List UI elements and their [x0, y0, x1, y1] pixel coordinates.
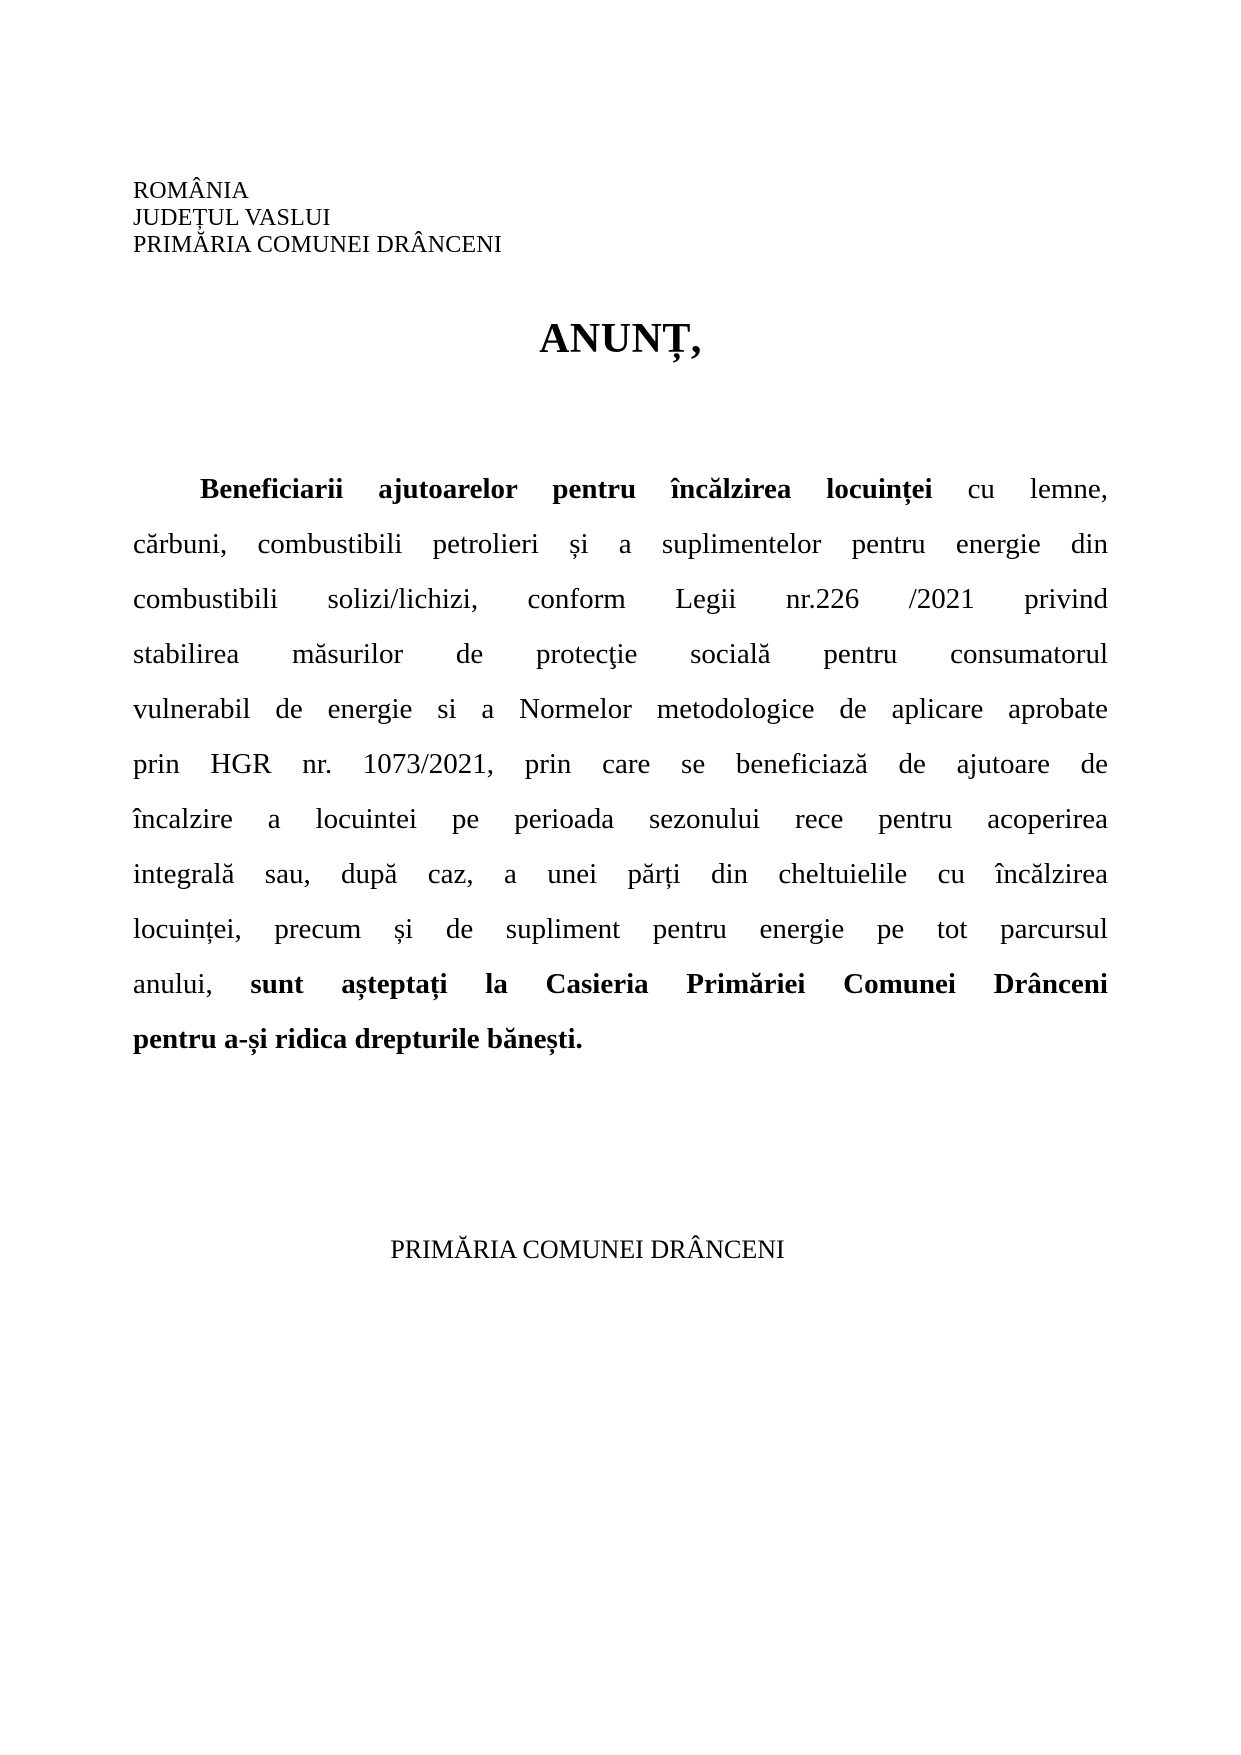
document-title: ANUNȚ,: [539, 316, 702, 362]
signature-line: PRIMĂRIA COMUNEI DRÂNCENI: [390, 1235, 785, 1264]
paragraph-line: [133, 847, 1108, 902]
letterhead-line: PRIMĂRIA COMUNEI DRÂNCENI: [133, 232, 503, 258]
bold-text: Beneficiarii ajutoarelor pentru încălzirea locuinței: [200, 473, 933, 505]
paragraph-line: [133, 957, 1108, 1012]
regular-text: vulnerabil de energie si a Normelor metodologice de aplicare aprobate: [133, 693, 1108, 725]
regular-text: încalzire a locuintei pe perioada sezonului rece pentru acoperirea: [133, 803, 1108, 835]
regular-text: integrală sau, după caz, a unei părți din cheltuielile cu încălzirea: [133, 858, 1108, 890]
announcement-paragraph: [133, 462, 1108, 1067]
bold-text: pentru a-și ridica drepturile bănești.: [133, 1023, 583, 1055]
regular-text: stabilirea măsurilor de protecţie socială pentru consumatorul: [133, 638, 1108, 670]
letterhead-line: JUDEȚUL VASLUI: [133, 205, 331, 231]
paragraph-line: [133, 462, 1108, 517]
letterhead-line: ROMÂNIA: [133, 178, 250, 204]
regular-text: cărbuni, combustibili petrolieri și a suplimentelor pentru energie din: [133, 528, 1108, 560]
paragraph-line: [133, 792, 1108, 847]
bold-text: sunt așteptați la Casieria Primăriei Comunei Drânceni: [250, 968, 1108, 1000]
regular-text: combustibili solizi/lichizi, conform Legii nr.226 /2021 privind: [133, 583, 1108, 615]
paragraph-line: [133, 517, 1108, 572]
paragraph-line: [133, 627, 1108, 682]
paragraph-line: [133, 1012, 1108, 1067]
letterhead: [133, 178, 1108, 259]
regular-text: cu lemne,: [932, 473, 1108, 505]
paragraph-line: [133, 737, 1108, 792]
paragraph-line: [133, 682, 1108, 737]
paragraph-line: [133, 902, 1108, 957]
regular-text: locuinței, precum și de supliment pentru energie pe tot parcursul: [133, 913, 1108, 945]
paragraph-line: [133, 572, 1108, 627]
regular-text: prin HGR nr. 1073/2021, prin care se beneficiază de ajutoare de: [133, 748, 1108, 780]
regular-text: anului,: [133, 968, 251, 1000]
